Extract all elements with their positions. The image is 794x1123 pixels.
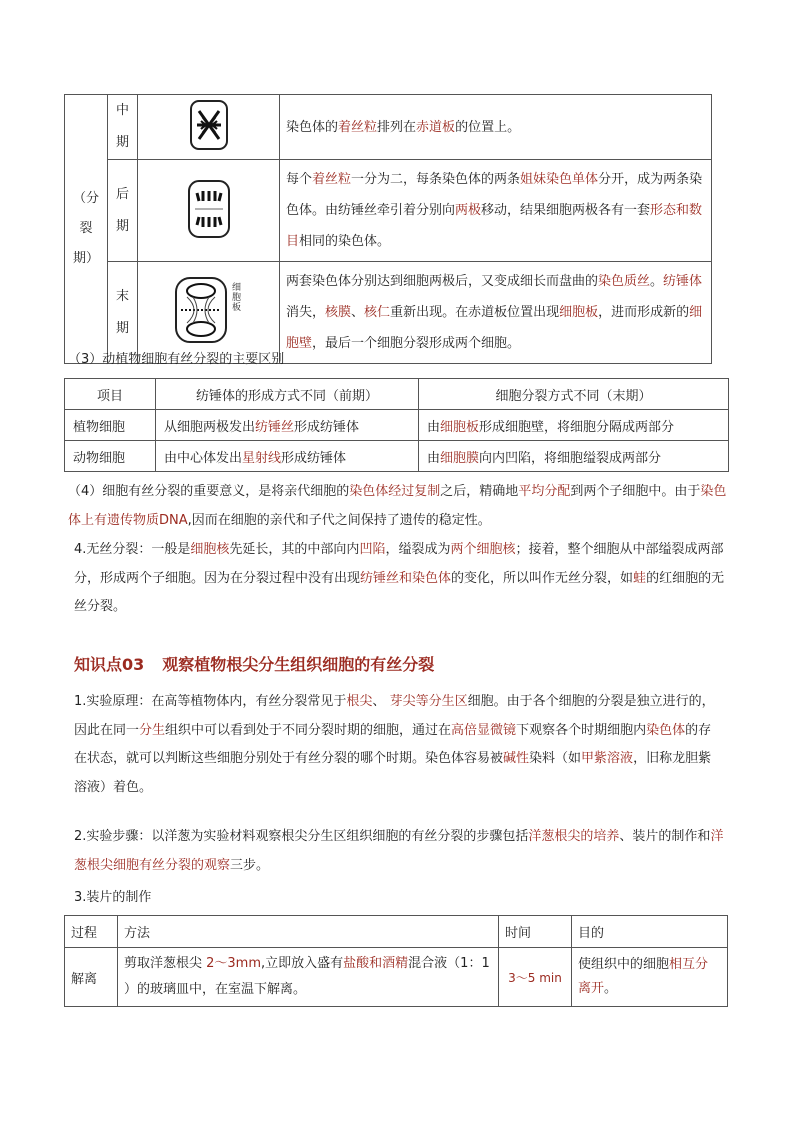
division-cell — [419, 441, 729, 472]
text-run: 相同的染色体。 — [299, 234, 391, 249]
text-run: 、 — [372, 694, 390, 709]
text-run: 染色体的 — [286, 119, 339, 135]
header-cell: 过程 — [65, 916, 118, 948]
highlight-term: 蛙 — [633, 570, 647, 586]
text-run: ,立即放入盛有 — [261, 956, 344, 971]
highlight-term: 细胞板 — [559, 305, 599, 320]
highlight-term: 核膜 — [325, 305, 352, 320]
highlight-term: 细胞核 — [190, 542, 230, 557]
text-run: 从细胞两极发出 — [164, 419, 256, 435]
step-cell: 解离 — [65, 948, 118, 1007]
text-run: 重新出现。在赤道板位置出现 — [390, 305, 560, 320]
text-run: 形成纺锤体 — [294, 419, 360, 435]
text-run: 使组织中的细胞 — [578, 957, 670, 972]
text-run: 分开，成为两条染色体。由纺锤丝牵引着分别向 — [286, 172, 703, 218]
text-run: 4.无丝分裂：一般是 — [74, 542, 191, 557]
text-run: 的变化，所以叫作无丝分裂，如 — [451, 570, 634, 586]
row-label: 植物细胞 — [65, 410, 156, 441]
highlight-term: 核仁 — [364, 305, 391, 320]
phase-desc — [280, 160, 712, 262]
stage-group-cell — [65, 95, 108, 364]
text-run: 由于 — [674, 484, 701, 499]
header-cell: 细胞分裂方式不同（末期） — [419, 379, 729, 410]
text-run: 、装片的制作和 — [619, 829, 711, 844]
anaphase-figure — [187, 179, 231, 239]
section-heading — [74, 652, 434, 675]
figure-cell — [138, 95, 280, 160]
table-header-row — [65, 379, 729, 410]
section-title: （3）动植物细胞有丝分裂的主要区别 — [68, 352, 285, 367]
highlight-term: 着丝粒 — [312, 172, 352, 187]
highlight-term: 形态和数目 — [286, 203, 703, 249]
highlight-term: 两极 — [455, 203, 482, 218]
highlight-term: 2～3mm — [206, 956, 262, 971]
header-cell: 时间 — [499, 916, 572, 948]
time-cell: 3～5 min — [499, 948, 572, 1007]
table-row — [65, 441, 729, 472]
table-row — [65, 160, 712, 262]
principle-paragraph — [74, 688, 724, 802]
highlight-term: 染色体经过复制 — [349, 484, 441, 499]
preparation-table — [64, 915, 728, 1007]
highlight-term: 相互分离开 — [578, 957, 709, 996]
phase-label: 末期 — [115, 288, 129, 336]
table-row — [65, 95, 712, 160]
row-label: 动物细胞 — [65, 441, 156, 472]
highlight-term: 盐酸和酒精 — [343, 956, 409, 971]
highlight-term: 细胞壁 — [286, 305, 703, 351]
highlight-term: 两个细胞核 — [450, 542, 516, 557]
highlight-term: 根尖 — [346, 694, 373, 709]
phase-label: 后期 — [115, 186, 129, 234]
spindle-cell — [156, 441, 419, 472]
heading-number: 知识点03 — [74, 655, 145, 674]
method-cell — [118, 948, 499, 1007]
telophase-figure — [173, 275, 231, 347]
text-run: ；接着，整个细胞从中部缢裂成两部分，形成两个子细胞。因为在分裂过程中没有出现 — [74, 542, 724, 586]
table-row — [65, 948, 728, 1007]
highlight-term: 染色体 — [646, 722, 686, 738]
highlight-term: 细胞板 — [440, 419, 480, 435]
highlight-term: 甲紫溶液 — [581, 751, 634, 766]
purpose-cell — [572, 948, 728, 1007]
text-run: 的红细胞的无丝分裂。 — [74, 570, 725, 614]
phase-label: 中期 — [115, 103, 129, 150]
text-run: 细胞。由于各个细胞的分裂是独立进行的，因此在同一 — [74, 694, 715, 738]
section-title: 3.装片的制作 — [74, 890, 152, 905]
text-run: 排列在 — [377, 119, 417, 135]
highlight-term: 碱性 — [503, 751, 530, 766]
text-run: 移动，结果细胞两极各有一套 — [481, 203, 651, 218]
text-run: 组织中可以看到处于不同分裂时期的细胞，通过在 — [165, 722, 452, 738]
text-run: 三步。 — [230, 857, 270, 873]
text-run: 剪取洋葱根尖 — [124, 956, 207, 971]
highlight-term: 星射线 — [242, 450, 282, 466]
highlight-term: 纺锤丝和染色体 — [360, 570, 452, 586]
highlight-term: 纺锤体 — [663, 274, 703, 289]
text-run: 的存在状态，就可以判断这些细胞分别处于有丝分裂的哪个时期。染色体容易被 — [74, 722, 712, 766]
text-run: 下观察各个时期细胞内 — [516, 722, 647, 738]
highlight-term: 纺锤丝 — [255, 419, 295, 435]
text-run: ,因而在细胞的亲代和子代之间保持了遗传的稳定性。 — [187, 512, 491, 528]
text-run: 由中心体发出 — [164, 450, 243, 466]
text-run: （4）细胞有丝分裂的重要意义，是将亲代细胞的 — [68, 484, 350, 499]
text-run: ，进而形成新的 — [598, 305, 690, 320]
text-run: 1.实验原理：在高等植物体内，有丝分裂常见于 — [74, 694, 347, 709]
highlight-term: 平均分配 — [518, 484, 571, 499]
phase-desc — [280, 95, 712, 160]
text-run: ，最后一个细胞分裂形成两个细胞。 — [312, 336, 521, 351]
text-run: 消失， — [286, 305, 326, 320]
header-cell: 目的 — [572, 916, 728, 948]
phase-cell — [108, 95, 138, 160]
highlight-term: 染色质丝 — [598, 274, 651, 289]
highlight-term: 细胞膜 — [440, 450, 480, 466]
significance-paragraph — [68, 478, 728, 535]
highlight-term: 分生 — [139, 722, 166, 738]
text-run: 的位置上。 — [455, 119, 521, 135]
steps-paragraph — [74, 823, 724, 880]
text-run: 先延长，其的中部向内 — [229, 542, 360, 557]
table-row — [65, 410, 729, 441]
header-cell: 方法 — [118, 916, 499, 948]
phase-table — [64, 94, 712, 364]
cell-plate-label: 细胞板 — [231, 282, 241, 313]
text-run: 混合液（1：1 ）的玻璃皿中，在室温下解离。 — [124, 956, 490, 997]
stage-group-label: （分裂期） — [72, 191, 99, 266]
text-run: 形成细胞壁，将细胞分隔成两部分 — [479, 419, 675, 435]
highlight-term: 着丝粒 — [338, 119, 378, 135]
comparison-table — [64, 378, 729, 472]
table-header-row — [65, 916, 728, 948]
highlight-term: 高倍显微镜 — [451, 722, 517, 738]
text-run: ，旧称龙胆紫溶液）着色。 — [74, 751, 712, 795]
text-run: 到两个子细胞中。 — [570, 484, 675, 499]
division-cell — [419, 410, 729, 441]
highlight-term: 芽尖等分生区 — [389, 694, 468, 709]
highlight-term: 洋葱根尖细胞有丝分裂的观察 — [74, 829, 724, 873]
text-run: 一分为二，每条染色体的两条 — [351, 172, 521, 187]
header-cell: 纺锤体的形成方式不同（前期） — [156, 379, 419, 410]
text-run: 每个 — [286, 172, 313, 187]
highlight-term: 凹陷 — [359, 542, 386, 557]
text-run: 染料（如 — [529, 751, 582, 766]
text-run: 2.实验步骤：以洋葱为实验材料观察根尖分生区组织细胞的有丝分裂的步骤包括 — [74, 829, 529, 844]
text-run: 。 — [604, 981, 618, 996]
highlight-term: 赤道板 — [416, 119, 456, 135]
highlight-term: 洋葱根尖的培养 — [528, 829, 620, 844]
highlight-term: 姐妹染色单体 — [520, 172, 599, 187]
text-run: 形成纺锤体 — [281, 450, 347, 466]
highlight-term: 染色体上有遗传物质DNA — [68, 484, 727, 528]
text-run: ，缢裂成为 — [385, 542, 451, 557]
text-run: 。 — [650, 274, 664, 289]
text-run: 、 — [351, 305, 365, 320]
text-run: 两套染色体分别达到细胞两极后，又变成细长而盘曲的 — [286, 274, 599, 289]
metaphase-figure — [189, 99, 229, 151]
figure-cell — [138, 160, 280, 262]
text-run: 由 — [427, 419, 441, 435]
amitosis-paragraph — [74, 536, 728, 622]
spindle-cell — [156, 410, 419, 441]
heading-title: 观察植物根尖分生组织细胞的有丝分裂 — [162, 655, 435, 674]
header-cell: 项目 — [65, 379, 156, 410]
text-run: 由 — [427, 450, 441, 466]
phase-cell — [108, 160, 138, 262]
text-run: 之后，精确地 — [440, 484, 519, 499]
text-run: 向内凹陷，将细胞缢裂成两部分 — [479, 450, 662, 466]
